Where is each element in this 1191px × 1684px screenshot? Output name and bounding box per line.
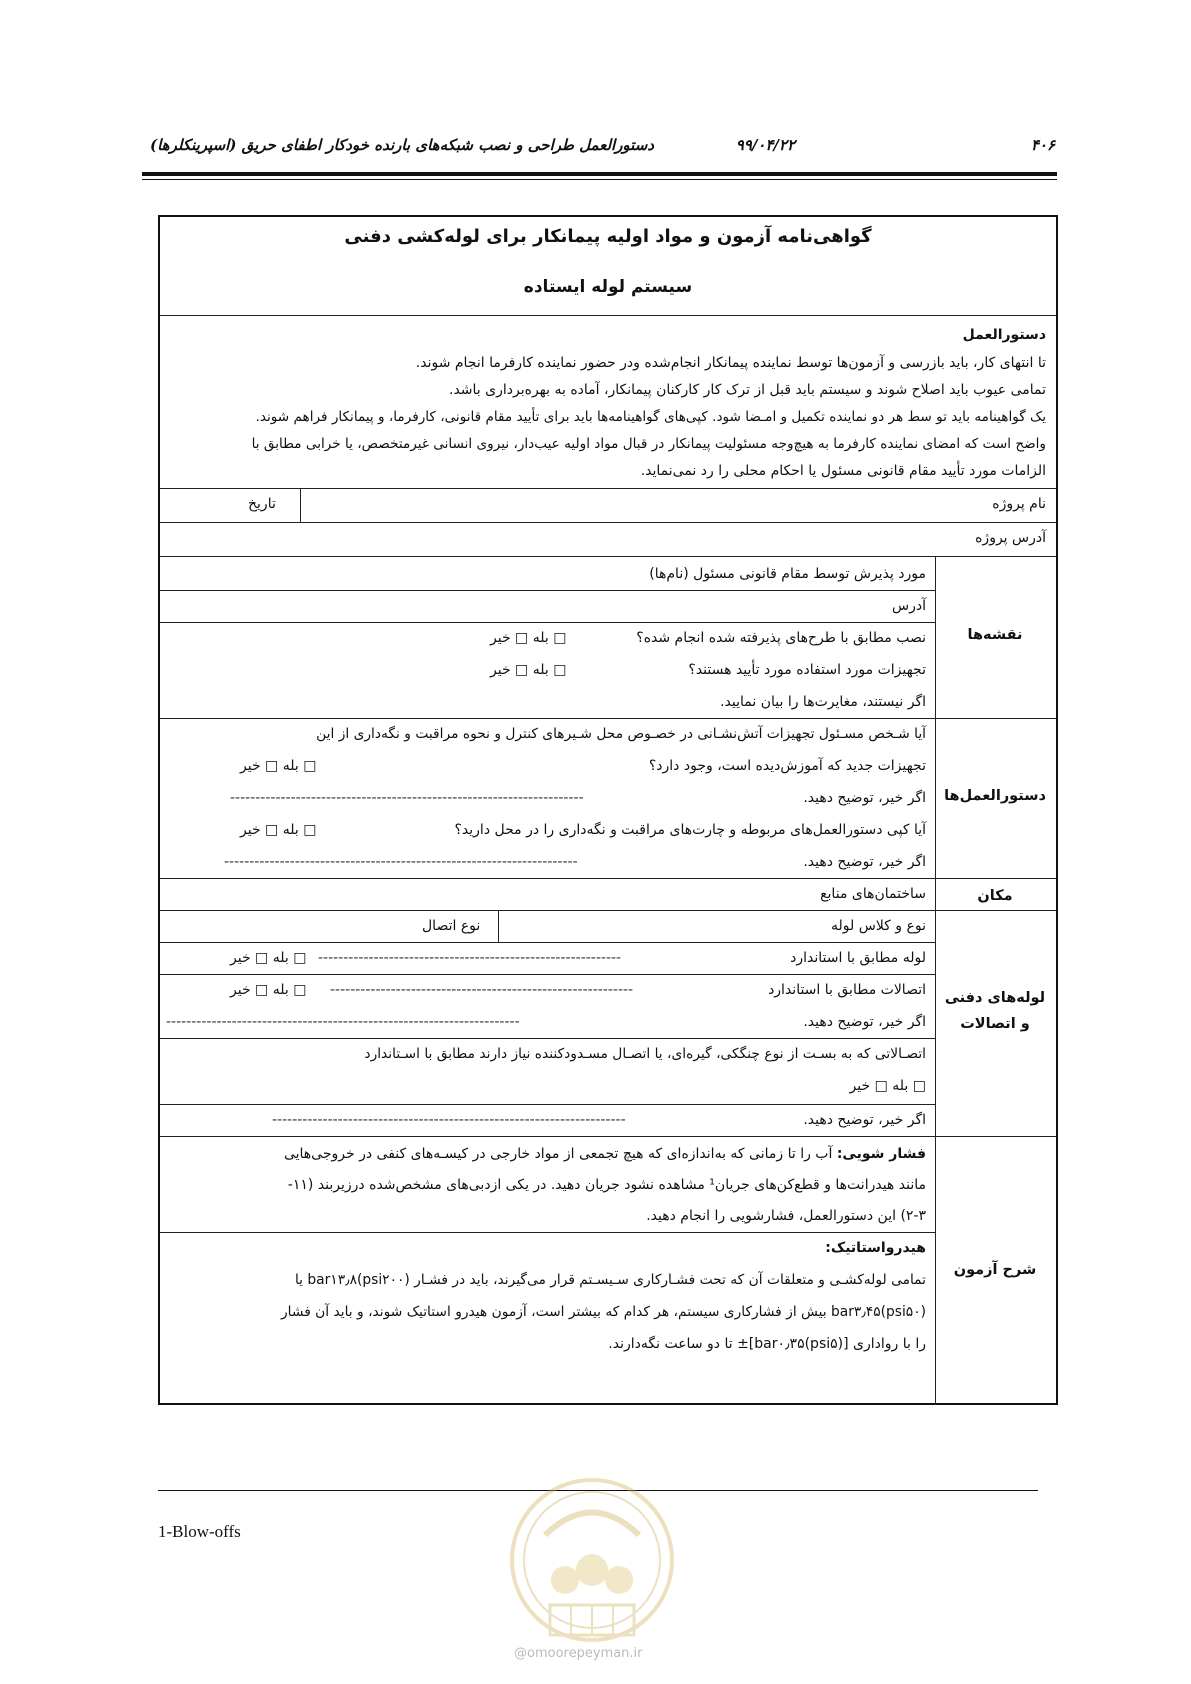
manuals-q2: آیا کپی دستورالعمل‌های مربوطه و چارت‌های مراقبت و نگه‌داری را در محل دارید؟ [454, 822, 926, 838]
instruction-line: یک گواهینامه باید تو سط هر دو نماینده تکمیل و امـضا شود. کپی‌های گواهینامه‌ها باید برای تأیید مقام قانونی، کارفرما، و پیمانکار فراهم شوند. [255, 409, 1046, 425]
form-title: گواهی‌نامه آزمون و مواد اولیه پیمانکار برای لوله‌کشی دفنی [344, 226, 872, 247]
divider [160, 522, 1056, 523]
category-test: شرح آزمون [953, 1262, 1037, 1278]
divider [160, 1104, 936, 1105]
fittings-standard-options[interactable]: □ بله □ خیر [230, 982, 307, 998]
manuals-q2-options[interactable]: □ بله □ خیر [240, 822, 317, 838]
divider [160, 1136, 1056, 1137]
plans-q2-options[interactable]: □ بله □ خیر [490, 662, 567, 678]
footnote: 1-Blow-offs [158, 1522, 241, 1541]
manuals-q1-line2: تجهیزات جدید که آموزش‌دیده است، وجود دارد؟ [648, 758, 926, 774]
header-rule-thin [142, 179, 1057, 180]
divider [160, 315, 1056, 316]
flushing-line3: ۲-۳) این دستورالعمل، فشارشویی را انجام دهید. [646, 1208, 926, 1224]
plans-accepted-by: مورد پذیرش توسط مقام قانونی مسئول (نام‌ها) [649, 566, 926, 582]
header-title: دستورالعمل طراحی و نصب شبکه‌های بارنده خودکار اطفای حریق (اسپرینکلرها) [150, 136, 654, 154]
date-label: تاریخ [248, 496, 276, 512]
category-location: مکان [977, 888, 1013, 904]
watermark: @omoorepeyman.ir [514, 1646, 643, 1661]
joint-type-label: نوع اتصال [422, 918, 481, 934]
divider [160, 590, 936, 591]
category-manuals: دستورالعمل‌ها [944, 788, 1046, 804]
plans-q2: تجهیزات مورد استفاده مورد تأیید هستند؟ [688, 662, 926, 678]
divider [160, 878, 1056, 879]
divider [160, 622, 936, 623]
dash-line: ---------------------------------------------------------------------- [166, 1014, 520, 1030]
location-value: ساختمان‌های منابع [820, 886, 926, 902]
plans-address: آدرس [892, 598, 926, 614]
manuals-q1-options[interactable]: □ بله □ خیر [240, 758, 317, 774]
form-subtitle: سیستم لوله ایستاده [523, 277, 693, 297]
pipes-explain2: اگر خیر، توضیح دهید. [803, 1112, 926, 1128]
divider [160, 1038, 936, 1039]
divider [160, 556, 1056, 557]
seal-logo [505, 1470, 680, 1660]
page-number: ۴۰۶ [1030, 136, 1055, 154]
page-header [150, 132, 1055, 162]
plans-q3: اگر نیستند، مغایرت‌ها را بیان نمایید. [720, 694, 926, 710]
pipe-standard-options[interactable]: □ بله □ خیر [230, 950, 307, 966]
manuals-q1-line1: آیا شـخص مسـئول تجهیزات آتش‌نشـانی در خصـوص محل شـیرهای کنترل و نحوه مراقبت و نگه‌داری از این [316, 726, 926, 742]
instruction-line: تا انتهای کار، باید بازرسی و آزمون‌ها توسط نماینده پیمانکار انجام‌شده ودر حضور نماینده کارفرما انجام شوند. [415, 355, 1046, 371]
divider [160, 1232, 936, 1233]
hydrostatic-line2: bar۳٫۴۵(psi۵۰) بیش از فشارکاری سیستم، هر کدام که بیشتر است، آزمون هیدرو استاتیک شوند، و باید آن فشار [281, 1304, 926, 1320]
dash-line: ------------------------------------------------------------ [318, 950, 622, 966]
flushing-title: فشار شویی: [836, 1146, 926, 1162]
divider [160, 910, 1056, 911]
dash-line: ------------------------------------------------------------ [330, 982, 634, 998]
divider [160, 974, 936, 975]
flushing-line2: مانند هیدرانت‌ها و قطع‌کن‌های جریان¹ مشاهده نشود جریان دهید. در یکی ازدبی‌های مشخص‌شده درزیربند (۱۱- [287, 1177, 926, 1193]
pipes-explain1: اگر خیر، توضیح دهید. [803, 1014, 926, 1030]
instructions-heading: دستورالعمل [962, 327, 1046, 343]
hydrostatic-line1: تمامی لوله‌کشـی و متعلقات آن که تحت فشـارکاری سـیسـتم قرار می‌گیرند، باید در فشـار bar۱۳٫۸(psi۲۰۰) یا [294, 1272, 926, 1288]
header-date: ۹۹/۰۴/۲۲ [735, 136, 795, 154]
instruction-line: واضح است که امضای نماینده کارفرما به هیچ‌وجه مسئولیت پیمانکار در قبال مواد اولیه عیب‌دار، نیروی انسانی غیرمتخصص، یا خرابی مطابق با [251, 436, 1046, 452]
divider [498, 910, 499, 942]
divider [160, 942, 936, 943]
hydrostatic-title: هیدرواستاتیک: [825, 1240, 926, 1256]
project-name-label: نام پروژه [992, 496, 1046, 512]
divider [300, 488, 301, 522]
divider [160, 488, 1056, 489]
instruction-line: تمامی عیوب باید اصلاح شوند و سیستم باید قبل از ترک کار کارکنان پیمانکار، آماده به بهره‌برداری باشد. [449, 382, 1046, 398]
fittings-standard: اتصالات مطابق با استاندارد [768, 982, 926, 998]
dash-line: ---------------------------------------------------------------------- [272, 1112, 626, 1128]
category-plans: نقشه‌ها [967, 627, 1023, 643]
divider [160, 718, 1056, 719]
dash-line: ---------------------------------------------------------------------- [224, 854, 578, 870]
restrained-joints-q: اتصـالاتی که به بسـت از نوع چنگکی، گیره‌ای، یا اتصـال مسـدودکننده نیاز دارند مطابق با اسـتاندارد [364, 1046, 926, 1062]
plans-q1-options[interactable]: □ بله □ خیر [490, 630, 567, 646]
manuals-explain2: اگر خیر، توضیح دهید. [803, 854, 926, 870]
flushing-paragraph [284, 1144, 926, 1164]
flushing-line1: آب را تا زمانی که به‌اندازه‌ای که هیچ تجمعی از مواد خارجی در کیسـه‌های کنفی در خروجی‌هایی [283, 1146, 833, 1162]
plans-q1: نصب مطابق با طرح‌های پذیرفته شده انجام شده؟ [636, 630, 926, 646]
instruction-line: الزامات مورد تأیید مقام قانونی مسئول یا احکام محلی را رد نمی‌نماید. [640, 463, 1046, 479]
category-pipes: لوله‌های دفنی و اتصالات [944, 990, 1046, 1032]
manuals-explain1: اگر خیر، توضیح دهید. [803, 790, 926, 806]
dash-line: ---------------------------------------------------------------------- [230, 790, 584, 806]
category-column-divider [935, 556, 936, 1405]
pipe-standard: لوله مطابق با استاندارد [790, 950, 926, 966]
pipe-type-label: نوع و کلاس لوله [831, 918, 926, 934]
project-address-label: آدرس پروژه [975, 530, 1046, 546]
header-rule [142, 172, 1057, 176]
hydrostatic-line3: را با رواداری [bar۰٫۳۵(psi۵)]± تا دو ساعت نگه‌دارند. [608, 1336, 926, 1352]
restrained-joints-options[interactable]: □ بله □ خیر [849, 1078, 926, 1094]
certificate-form [158, 215, 1058, 1405]
